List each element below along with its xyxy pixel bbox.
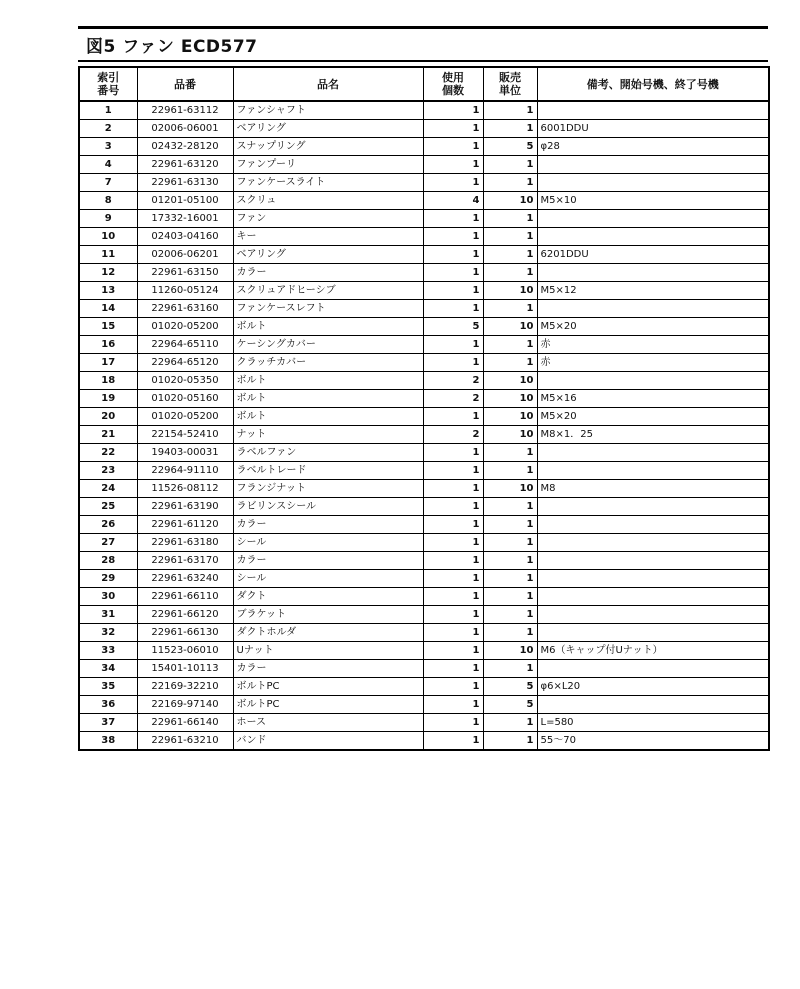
cell-remarks: L=580 xyxy=(537,714,769,732)
table-row xyxy=(79,462,769,480)
cell-quantity: 1 xyxy=(423,462,483,480)
cell-part-name: ファンプーリ xyxy=(233,156,423,174)
cell-part-name: ベアリング xyxy=(233,246,423,264)
cell-remarks: M6（キャップ付Uナット） xyxy=(537,642,769,660)
cell-sales-unit: 1 xyxy=(483,660,537,678)
cell-index: 16 xyxy=(79,336,137,354)
cell-part-name: ボルト xyxy=(233,390,423,408)
cell-remarks: 赤 xyxy=(537,336,769,354)
cell-index: 7 xyxy=(79,174,137,192)
cell-quantity: 1 xyxy=(423,570,483,588)
header-part-no: 品番 xyxy=(137,67,233,101)
cell-index: 34 xyxy=(79,660,137,678)
cell-quantity: 1 xyxy=(423,588,483,606)
table-row xyxy=(79,516,769,534)
cell-index: 32 xyxy=(79,624,137,642)
cell-part-name: ファンケースライト xyxy=(233,174,423,192)
cell-quantity: 1 xyxy=(423,282,483,300)
table-row xyxy=(79,444,769,462)
cell-remarks: M8×1．25 xyxy=(537,426,769,444)
cell-sales-unit: 1 xyxy=(483,264,537,282)
cell-part-name: スクリュ xyxy=(233,192,423,210)
cell-part-number: 02403-04160 xyxy=(137,228,233,246)
cell-remarks: 6001DDU xyxy=(537,120,769,138)
cell-index: 38 xyxy=(79,732,137,751)
cell-part-name: ホース xyxy=(233,714,423,732)
cell-quantity: 1 xyxy=(423,732,483,751)
cell-part-name: ボルト xyxy=(233,408,423,426)
cell-quantity: 4 xyxy=(423,192,483,210)
cell-index: 33 xyxy=(79,642,137,660)
cell-quantity: 1 xyxy=(423,156,483,174)
cell-sales-unit: 1 xyxy=(483,354,537,372)
table-row xyxy=(79,678,769,696)
cell-part-name: ボルト xyxy=(233,372,423,390)
cell-quantity: 2 xyxy=(423,372,483,390)
top-rule xyxy=(78,26,768,29)
table-row xyxy=(79,390,769,408)
cell-remarks xyxy=(537,210,769,228)
cell-part-number: 11260-05124 xyxy=(137,282,233,300)
header-qty: 使用 個数 xyxy=(423,67,483,101)
cell-sales-unit: 1 xyxy=(483,516,537,534)
cell-quantity: 2 xyxy=(423,390,483,408)
cell-sales-unit: 1 xyxy=(483,462,537,480)
cell-remarks xyxy=(537,498,769,516)
cell-part-number: 22961-63190 xyxy=(137,498,233,516)
cell-quantity: 1 xyxy=(423,534,483,552)
cell-sales-unit: 1 xyxy=(483,732,537,751)
cell-index: 1 xyxy=(79,101,137,120)
cell-index: 31 xyxy=(79,606,137,624)
table-row xyxy=(79,210,769,228)
cell-part-number: 22154-52410 xyxy=(137,426,233,444)
parts-table xyxy=(78,66,770,751)
table-row xyxy=(79,336,769,354)
cell-part-number: 22961-66130 xyxy=(137,624,233,642)
cell-part-number: 17332-16001 xyxy=(137,210,233,228)
cell-sales-unit: 10 xyxy=(483,480,537,498)
cell-part-number: 22961-61120 xyxy=(137,516,233,534)
cell-index: 4 xyxy=(79,156,137,174)
cell-part-name: カラー xyxy=(233,552,423,570)
table-row xyxy=(79,264,769,282)
cell-sales-unit: 1 xyxy=(483,714,537,732)
cell-part-name: ファンケースレフト xyxy=(233,300,423,318)
cell-remarks: 赤 xyxy=(537,354,769,372)
cell-index: 9 xyxy=(79,210,137,228)
cell-index: 35 xyxy=(79,678,137,696)
cell-index: 37 xyxy=(79,714,137,732)
cell-remarks xyxy=(537,606,769,624)
cell-index: 11 xyxy=(79,246,137,264)
header-remarks: 備考、開始号機、終了号機 xyxy=(537,67,769,101)
cell-part-number: 22961-66140 xyxy=(137,714,233,732)
cell-sales-unit: 10 xyxy=(483,192,537,210)
cell-quantity: 1 xyxy=(423,480,483,498)
cell-index: 30 xyxy=(79,588,137,606)
cell-quantity: 1 xyxy=(423,444,483,462)
cell-index: 8 xyxy=(79,192,137,210)
cell-part-name: ボルトPC xyxy=(233,696,423,714)
cell-sales-unit: 1 xyxy=(483,210,537,228)
table-row xyxy=(79,552,769,570)
cell-index: 19 xyxy=(79,390,137,408)
cell-part-name: ラビリンスシール xyxy=(233,498,423,516)
cell-part-number: 22961-63180 xyxy=(137,534,233,552)
cell-index: 29 xyxy=(79,570,137,588)
cell-index: 24 xyxy=(79,480,137,498)
cell-part-name: シール xyxy=(233,570,423,588)
cell-index: 27 xyxy=(79,534,137,552)
cell-remarks: M5×16 xyxy=(537,390,769,408)
table-row xyxy=(79,101,769,120)
cell-remarks xyxy=(537,696,769,714)
cell-part-name: ラベルファン xyxy=(233,444,423,462)
cell-remarks xyxy=(537,552,769,570)
table-row xyxy=(79,192,769,210)
table-row xyxy=(79,588,769,606)
cell-sales-unit: 1 xyxy=(483,101,537,120)
cell-index: 10 xyxy=(79,228,137,246)
header-unit: 販売 単位 xyxy=(483,67,537,101)
cell-part-name: フランジナット xyxy=(233,480,423,498)
table-row xyxy=(79,426,769,444)
cell-sales-unit: 1 xyxy=(483,534,537,552)
cell-part-number: 22961-63150 xyxy=(137,264,233,282)
table-row xyxy=(79,714,769,732)
cell-remarks xyxy=(537,372,769,390)
table-row xyxy=(79,660,769,678)
cell-sales-unit: 10 xyxy=(483,408,537,426)
cell-index: 3 xyxy=(79,138,137,156)
table-row xyxy=(79,174,769,192)
cell-quantity: 1 xyxy=(423,228,483,246)
cell-sales-unit: 1 xyxy=(483,228,537,246)
cell-sales-unit: 5 xyxy=(483,678,537,696)
table-header-row xyxy=(79,67,769,101)
table-row xyxy=(79,156,769,174)
cell-part-name: ブラケット xyxy=(233,606,423,624)
cell-index: 2 xyxy=(79,120,137,138)
cell-remarks xyxy=(537,534,769,552)
table-row xyxy=(79,408,769,426)
cell-part-name: ダクトホルダ xyxy=(233,624,423,642)
cell-quantity: 1 xyxy=(423,642,483,660)
cell-remarks xyxy=(537,462,769,480)
cell-sales-unit: 10 xyxy=(483,372,537,390)
cell-sales-unit: 1 xyxy=(483,552,537,570)
cell-part-number: 22961-66110 xyxy=(137,588,233,606)
table-row xyxy=(79,534,769,552)
cell-quantity: 1 xyxy=(423,408,483,426)
cell-sales-unit: 10 xyxy=(483,282,537,300)
cell-index: 13 xyxy=(79,282,137,300)
cell-sales-unit: 1 xyxy=(483,444,537,462)
cell-sales-unit: 1 xyxy=(483,588,537,606)
cell-quantity: 1 xyxy=(423,678,483,696)
cell-sales-unit: 1 xyxy=(483,300,537,318)
table-row xyxy=(79,606,769,624)
page-title: 図5 ファン ECD577 xyxy=(86,37,258,57)
cell-part-name: ベアリング xyxy=(233,120,423,138)
cell-sales-unit: 1 xyxy=(483,246,537,264)
cell-index: 36 xyxy=(79,696,137,714)
cell-part-number: 22961-63210 xyxy=(137,732,233,751)
cell-quantity: 1 xyxy=(423,210,483,228)
cell-part-number: 22961-66120 xyxy=(137,606,233,624)
cell-remarks: φ28 xyxy=(537,138,769,156)
cell-sales-unit: 10 xyxy=(483,318,537,336)
cell-remarks: φ6×L20 xyxy=(537,678,769,696)
cell-part-number: 22961-63160 xyxy=(137,300,233,318)
cell-part-number: 01020-05200 xyxy=(137,318,233,336)
cell-part-number: 11523-06010 xyxy=(137,642,233,660)
cell-remarks xyxy=(537,570,769,588)
cell-sales-unit: 10 xyxy=(483,426,537,444)
cell-part-number: 22964-65120 xyxy=(137,354,233,372)
cell-part-number: 15401-10113 xyxy=(137,660,233,678)
cell-part-name: キー xyxy=(233,228,423,246)
cell-part-name: カラー xyxy=(233,660,423,678)
cell-remarks xyxy=(537,300,769,318)
cell-sales-unit: 1 xyxy=(483,498,537,516)
table-row xyxy=(79,318,769,336)
cell-part-name: ナット xyxy=(233,426,423,444)
cell-part-number: 01020-05350 xyxy=(137,372,233,390)
cell-part-name: ケーシングカバー xyxy=(233,336,423,354)
cell-quantity: 1 xyxy=(423,336,483,354)
cell-quantity: 1 xyxy=(423,101,483,120)
cell-remarks xyxy=(537,516,769,534)
cell-quantity: 2 xyxy=(423,426,483,444)
cell-part-name: ファン xyxy=(233,210,423,228)
cell-part-name: カラー xyxy=(233,516,423,534)
cell-sales-unit: 1 xyxy=(483,624,537,642)
cell-part-number: 22961-63120 xyxy=(137,156,233,174)
cell-part-number: 22169-32210 xyxy=(137,678,233,696)
cell-sales-unit: 5 xyxy=(483,138,537,156)
cell-part-name: ファンシャフト xyxy=(233,101,423,120)
cell-part-name: クラッチカバー xyxy=(233,354,423,372)
cell-part-name: ボルトPC xyxy=(233,678,423,696)
cell-remarks xyxy=(537,174,769,192)
cell-part-number: 01020-05200 xyxy=(137,408,233,426)
cell-part-number: 22964-91110 xyxy=(137,462,233,480)
cell-sales-unit: 1 xyxy=(483,174,537,192)
cell-quantity: 1 xyxy=(423,660,483,678)
table-row xyxy=(79,372,769,390)
cell-part-name: ダクト xyxy=(233,588,423,606)
cell-quantity: 1 xyxy=(423,120,483,138)
cell-part-number: 19403-00031 xyxy=(137,444,233,462)
cell-index: 14 xyxy=(79,300,137,318)
cell-part-number: 22961-63130 xyxy=(137,174,233,192)
cell-index: 18 xyxy=(79,372,137,390)
cell-remarks: M5×20 xyxy=(537,318,769,336)
cell-part-number: 01201-05100 xyxy=(137,192,233,210)
table-row xyxy=(79,696,769,714)
cell-remarks: M5×12 xyxy=(537,282,769,300)
cell-part-number: 11526-08112 xyxy=(137,480,233,498)
table-row xyxy=(79,498,769,516)
cell-quantity: 5 xyxy=(423,318,483,336)
cell-part-number: 02006-06201 xyxy=(137,246,233,264)
cell-part-name: バンド xyxy=(233,732,423,751)
cell-remarks xyxy=(537,660,769,678)
cell-quantity: 1 xyxy=(423,498,483,516)
cell-part-name: ボルト xyxy=(233,318,423,336)
cell-part-number: 01020-05160 xyxy=(137,390,233,408)
cell-quantity: 1 xyxy=(423,552,483,570)
cell-remarks xyxy=(537,101,769,120)
table-row xyxy=(79,570,769,588)
cell-part-number: 02006-06001 xyxy=(137,120,233,138)
cell-remarks: 55～70 xyxy=(537,732,769,751)
cell-remarks xyxy=(537,444,769,462)
cell-part-number: 02432-28120 xyxy=(137,138,233,156)
cell-remarks xyxy=(537,264,769,282)
header-name: 品名 xyxy=(233,67,423,101)
cell-sales-unit: 5 xyxy=(483,696,537,714)
title-rule xyxy=(78,60,768,62)
cell-index: 21 xyxy=(79,426,137,444)
cell-quantity: 1 xyxy=(423,606,483,624)
cell-quantity: 1 xyxy=(423,264,483,282)
cell-index: 20 xyxy=(79,408,137,426)
header-index: 索引 番号 xyxy=(79,67,137,101)
table-row xyxy=(79,354,769,372)
cell-index: 15 xyxy=(79,318,137,336)
cell-sales-unit: 1 xyxy=(483,336,537,354)
cell-index: 17 xyxy=(79,354,137,372)
cell-remarks xyxy=(537,156,769,174)
cell-index: 25 xyxy=(79,498,137,516)
cell-sales-unit: 10 xyxy=(483,390,537,408)
cell-part-name: シール xyxy=(233,534,423,552)
cell-quantity: 1 xyxy=(423,516,483,534)
cell-part-number: 22169-97140 xyxy=(137,696,233,714)
cell-part-number: 22964-65110 xyxy=(137,336,233,354)
table-row xyxy=(79,138,769,156)
cell-remarks: 6201DDU xyxy=(537,246,769,264)
cell-sales-unit: 1 xyxy=(483,120,537,138)
cell-remarks: M8 xyxy=(537,480,769,498)
parts-table-body xyxy=(79,101,769,750)
table-row xyxy=(79,246,769,264)
cell-sales-unit: 1 xyxy=(483,606,537,624)
cell-part-number: 22961-63112 xyxy=(137,101,233,120)
cell-part-name: Uナット xyxy=(233,642,423,660)
cell-index: 28 xyxy=(79,552,137,570)
cell-quantity: 1 xyxy=(423,354,483,372)
cell-part-number: 22961-63170 xyxy=(137,552,233,570)
cell-remarks xyxy=(537,228,769,246)
cell-sales-unit: 1 xyxy=(483,570,537,588)
cell-index: 12 xyxy=(79,264,137,282)
table-row xyxy=(79,624,769,642)
cell-quantity: 1 xyxy=(423,624,483,642)
cell-quantity: 1 xyxy=(423,714,483,732)
table-row xyxy=(79,228,769,246)
cell-index: 23 xyxy=(79,462,137,480)
cell-remarks: M5×20 xyxy=(537,408,769,426)
cell-remarks xyxy=(537,624,769,642)
cell-quantity: 1 xyxy=(423,696,483,714)
cell-quantity: 1 xyxy=(423,300,483,318)
cell-part-name: ラベルトレード xyxy=(233,462,423,480)
cell-remarks: M5×10 xyxy=(537,192,769,210)
cell-sales-unit: 10 xyxy=(483,642,537,660)
cell-sales-unit: 1 xyxy=(483,156,537,174)
cell-part-name: カラー xyxy=(233,264,423,282)
cell-index: 22 xyxy=(79,444,137,462)
cell-quantity: 1 xyxy=(423,174,483,192)
cell-quantity: 1 xyxy=(423,138,483,156)
table-row xyxy=(79,120,769,138)
cell-part-name: スナップリング xyxy=(233,138,423,156)
table-row xyxy=(79,300,769,318)
table-row xyxy=(79,480,769,498)
table-row xyxy=(79,282,769,300)
cell-part-name: スクリュアドヒーシブ xyxy=(233,282,423,300)
cell-index: 26 xyxy=(79,516,137,534)
cell-part-number: 22961-63240 xyxy=(137,570,233,588)
cell-quantity: 1 xyxy=(423,246,483,264)
table-row xyxy=(79,732,769,751)
cell-remarks xyxy=(537,588,769,606)
table-row xyxy=(79,642,769,660)
